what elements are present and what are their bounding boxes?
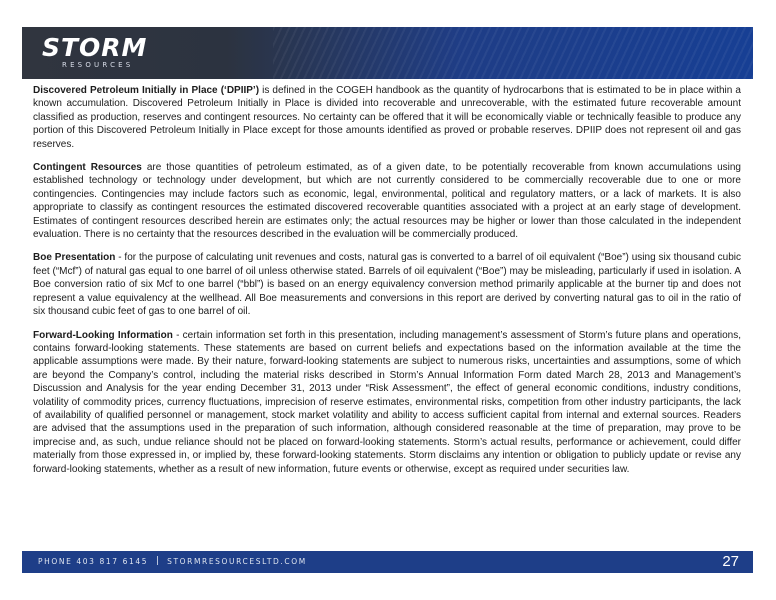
- paragraph-dpiip: [33, 84, 741, 151]
- footer-phone: PHONE 403 817 6145: [38, 557, 149, 566]
- term-contingent-resources: Contingent Resources: [33, 162, 142, 174]
- storm-logo: [42, 35, 147, 70]
- footer-contact: [38, 556, 307, 568]
- text-contingent-resources: are those quantities of petroleum estimated, as of a given date, to be potentially recoverable from known accumulations using established technology or technology under development, but which are not currently considered to be commercially recoverable due to one or more contingencies. Contingencies may include factors such as economic, legal, environmental, political and regulatory matters, or a lack of markets. It is also appropriate to classify as contingent resources the estimated discovered recoverable quantities associated with a project at an early stage of development. Estimates of contingent resources described herein are estimates only; the actual resources may be higher or lower than those calculated in the independent evaluation. There is no certainty that the resources described in the evaluation will be commercially produced.: [33, 162, 741, 241]
- footer-divider: [157, 556, 158, 565]
- text-boe-presentation: - for the purpose of calculating unit revenues and costs, natural gas is converted to a barrel of oil equivalent (“Boe”) using six thousand cubic feet (“Mcf”) of natural gas equal to one barrel of oil unless otherwise stated. Barrels of oil equivalent (“Boe”) may be misleading, particularly if used in isolation. A Boe conversion ratio of six Mcf to one barrel (“bbl”) is based on an energy equivalency conversion method primarily applicable at the burner tip and does not represent a value equivalency at the wellhead. All Boe measurements and conversions in this report are derived by converting natural gas to oil in the ratio of six thousand cubic feet of gas to one barrel of oil.: [33, 252, 741, 318]
- footer-bar: [22, 551, 753, 573]
- term-boe-presentation: Boe Presentation: [33, 252, 116, 264]
- disclaimer-body: [33, 84, 741, 486]
- logo-subtitle: RESOURCES: [62, 61, 134, 69]
- paragraph-forward-looking: [33, 329, 741, 476]
- header-banner: [22, 27, 753, 79]
- paragraph-contingent-resources: [33, 161, 741, 241]
- logo-wordmark: STORM: [42, 33, 148, 62]
- paragraph-boe-presentation: [33, 251, 741, 318]
- term-dpiip: Discovered Petroleum Initially in Place (‘DPIIP’): [33, 85, 260, 96]
- text-forward-looking: - certain information set forth in this presentation, including management’s assessment of Storm’s future plans and operations, contains forward-looking statements. These statements are based on current beliefs and expectations based on the information available at the time the applicable assumptions were made. By their nature, forward-looking statements are subject to numerous risks, uncertainties and assumptions, some of which are beyond the Company’s control, including the material risks described in Storm’s Annual Information Form dated March 28, 2013 and Management’s Discussion and Analysis for the year ending December 31, 2013 under “Risk Assessment”, the effect of general economic conditions, industry conditions, volatility of commodity prices, currency fluctuations, imprecision of reserve estimates, environmental risks, competition from other industry participants, the lack of availability of qualified personnel or management, stock market volatility and ability to access sufficient capital from internal and external sources. Readers are advised that the assumptions used in the preparation of such information, although considered reasonable at the time of preparation, may prove to be imprecise and, as such, undue reliance should not be placed on forward-looking statements. Storm’s actual results, performance or achievement, could differ materially from those expressed in, or implied by, these forward-looking statements. Storm disclaims any intention or obligation to publicly update or revise any forward-looking statements, whether as a result of new information, future events or otherwise, except as required under securities law.: [33, 329, 742, 475]
- text-dpiip: is defined in the COGEH handbook as the quantity of hydrocarbons that is estimated to be in place within a known accumulation. Discovered Petroleum Initially in Place is divided into recoverable and unrecoverable, with the estimated future recoverable amount classified as production, reserves and contingent resources. No certainty can be offered that it will be economically viable or technically feasible to produce any portion of this Discovered Petroleum Initially in Place except for those amounts identified as proved or probable reserves. DPIIP does not represent oil and gas reserves.: [33, 85, 741, 150]
- page-number: 27: [722, 553, 739, 570]
- term-forward-looking: Forward-Looking Information: [33, 329, 173, 341]
- banner-stripes: [273, 27, 753, 79]
- footer-website: STORMRESOURCESLTD.COM: [167, 557, 307, 566]
